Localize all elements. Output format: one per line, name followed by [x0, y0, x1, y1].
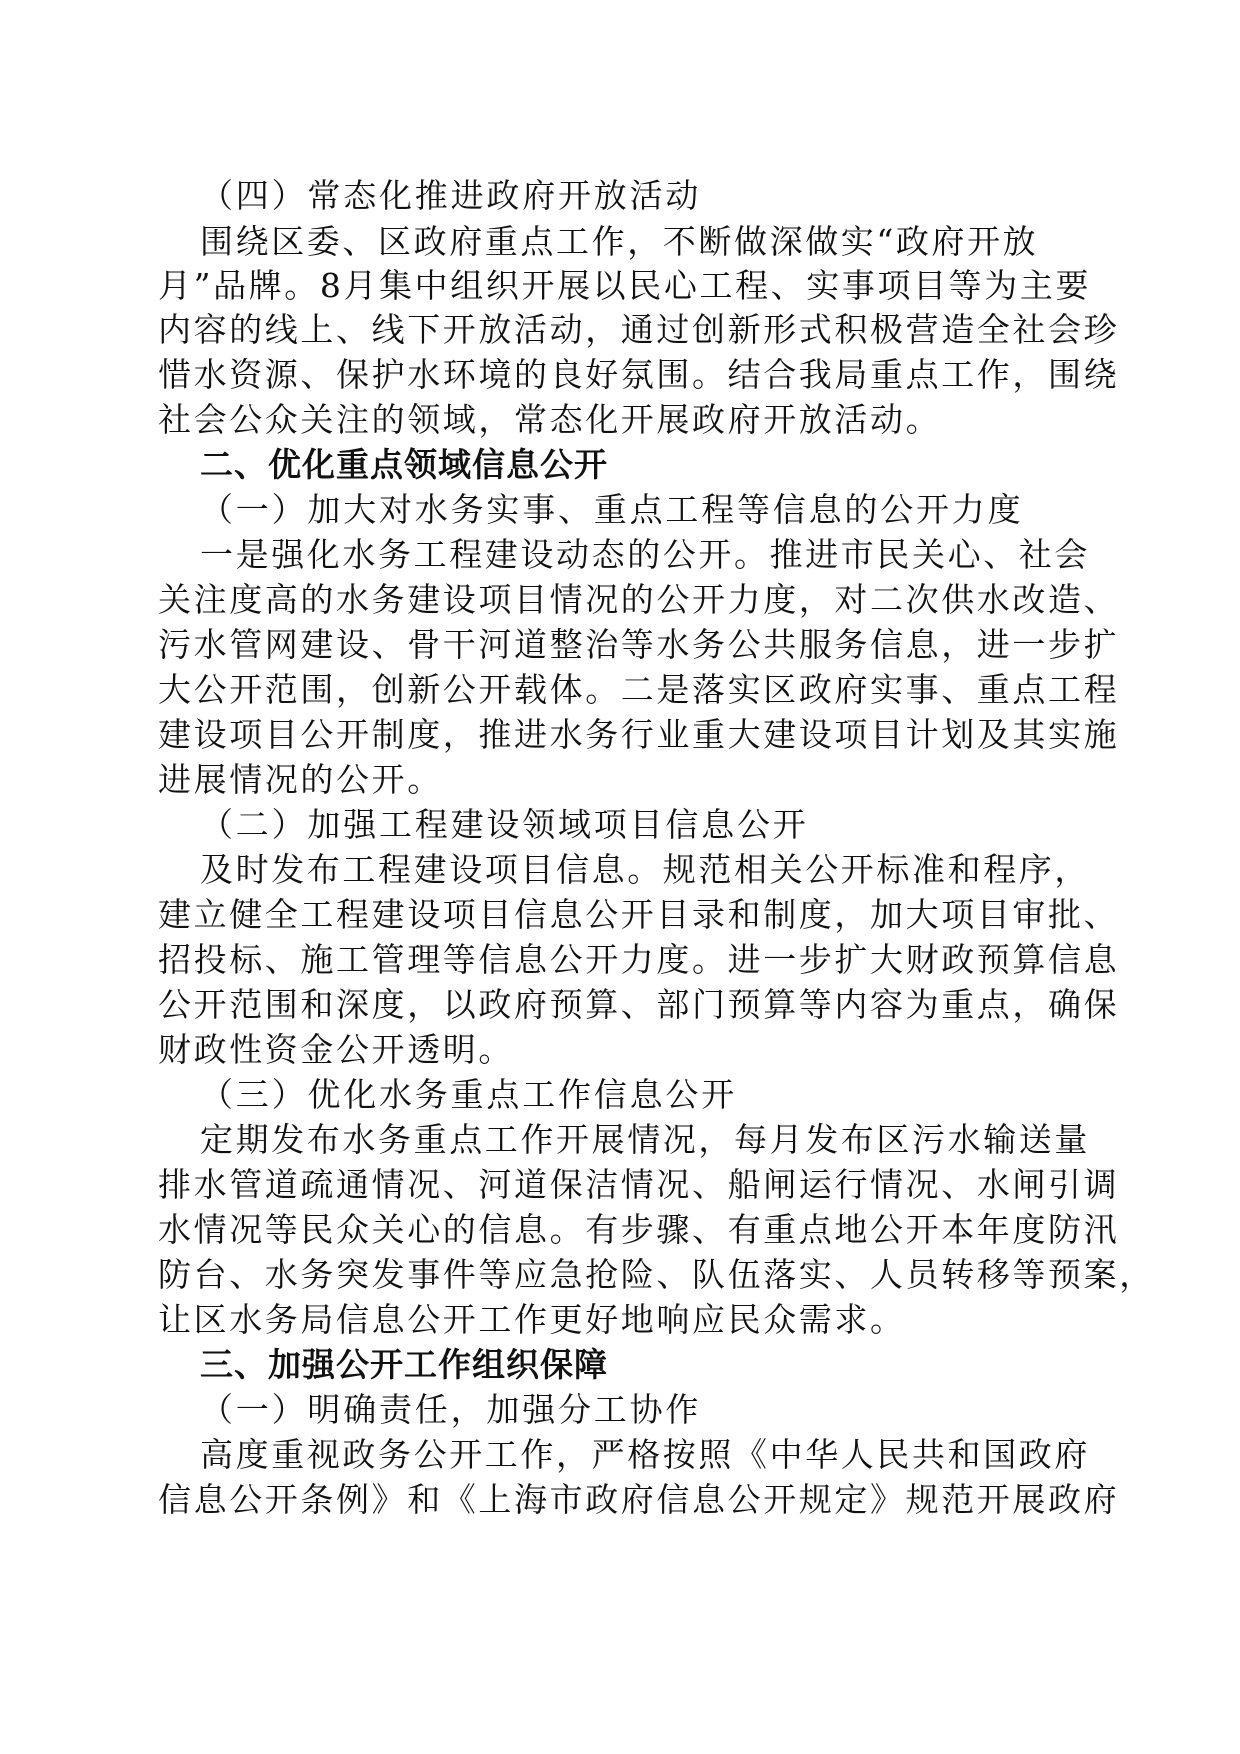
paragraph-line: 一是强化水务工程建设动态的公开。推进市民关心、社会: [200, 535, 1090, 574]
paragraph-line: 定期发布水务重点工作开展情况，每月发布区污水输送量: [200, 1120, 1090, 1159]
paragraph-line: 关注度高的水务建设项目情况的公开力度，对二次供水改造、: [158, 580, 1120, 619]
paragraph-line: 公开范围和深度，以政府预算、部门预算等内容为重点，确保: [158, 985, 1120, 1024]
section-heading-3: 三、加强公开工作组织保障: [200, 1345, 608, 1384]
paragraph-line: 大公开范围，创新公开载体。二是落实区政府实事、重点工程: [158, 670, 1120, 709]
paragraph-line: 内容的线上、线下开放活动，通过创新形式积极营造全社会珍: [158, 310, 1120, 349]
paragraph-line: 防台、水务突发事件等应急抢险、队伍落实、人员转移等预案，: [158, 1255, 1155, 1294]
paragraph-line: 排水管道疏通情况、河道保洁情况、船闸运行情况、水闸引调: [158, 1165, 1120, 1204]
paragraph-line: 进展情况的公开。: [158, 760, 443, 799]
paragraph-line: 及时发布工程建设项目信息。规范相关公开标准和程序，: [200, 850, 1090, 889]
paragraph-line: 水情况等民众关心的信息。有步骤、有重点地公开本年度防汛: [158, 1210, 1120, 1249]
paragraph-line: 让区水务局信息公开工作更好地响应民众需求。: [158, 1300, 906, 1339]
subsection-heading-4: （四）常态化推进政府开放活动: [200, 176, 702, 215]
paragraph-line: 污水管网建设、骨干河道整治等水务公共服务信息，进一步扩: [158, 625, 1120, 664]
paragraph-line: 惜水资源、保护水环境的良好氛围。结合我局重点工作，围绕: [158, 355, 1120, 394]
paragraph-line: 社会公众关注的领域，常态化开展政府开放活动。: [158, 400, 942, 439]
paragraph-line: 高度重视政务公开工作，严格按照《中华人民共和国政府: [200, 1435, 1090, 1474]
section-heading-2: 二、优化重点领域信息公开: [200, 445, 608, 484]
subsection-heading-2: （二）加强工程建设领域项目信息公开: [200, 805, 809, 844]
paragraph-line: 招投标、施工管理等信息公开力度。进一步扩大财政预算信息: [158, 940, 1120, 979]
paragraph-line: 建立健全工程建设项目信息公开目录和制度，加大项目审批、: [158, 895, 1120, 934]
subsection-heading-3: （三）优化水务重点工作信息公开: [200, 1075, 737, 1114]
paragraph-line: 围绕区委、区政府重点工作，不断做深做实“政府开放: [200, 222, 1039, 261]
paragraph-line: 信息公开条例》和《上海市政府信息公开规定》规范开展政府: [158, 1480, 1120, 1519]
subsection-heading-1: （一）加大对水务实事、重点工程等信息的公开力度: [200, 490, 1024, 529]
subsection-heading-1b: （一）明确责任，加强分工协作: [200, 1390, 702, 1429]
paragraph-line: 建设项目公开制度，推进水务行业重大建设项目计划及其实施: [158, 715, 1120, 754]
paragraph-line: 月”品牌。8月集中组织开展以民心工程、实事项目等为主要: [158, 266, 1092, 305]
paragraph-line: 财政性资金公开透明。: [158, 1030, 514, 1069]
